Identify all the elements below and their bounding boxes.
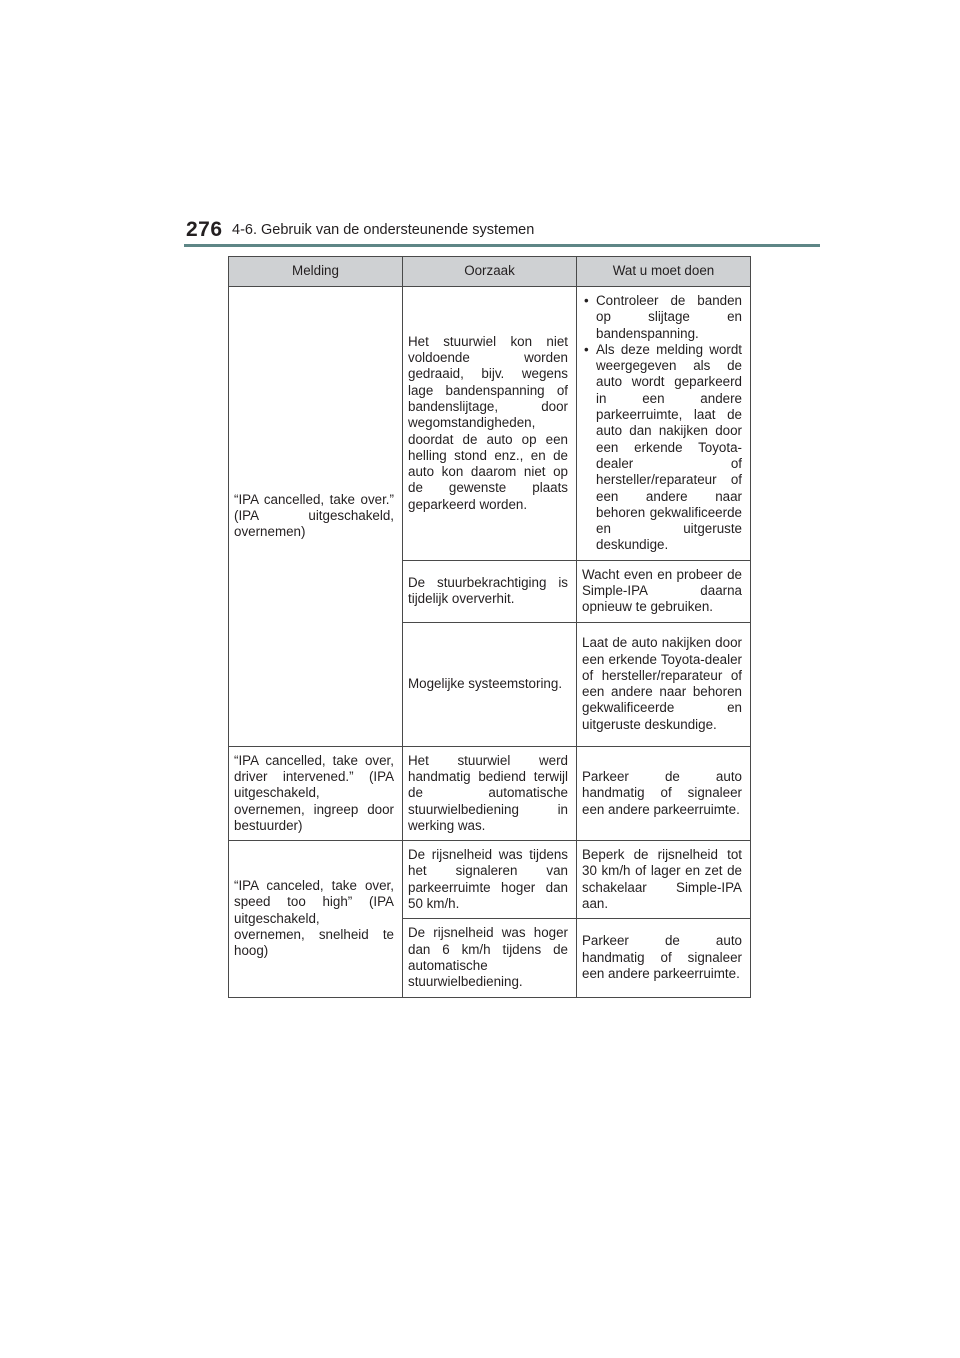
action-cell: Wacht even en probeer de Simple-IPA daarna opnieuw te gebruiken. <box>577 560 751 622</box>
action-cell <box>577 287 751 561</box>
column-header-wat-u-moet-doen: Wat u moet doen <box>577 257 751 287</box>
message-table <box>228 256 751 998</box>
cause-cell: Mogelijke systeemstoring. <box>403 622 577 746</box>
section-title: 4-6. Gebruik van de ondersteunende systemen <box>232 222 535 238</box>
header-rule <box>184 244 820 247</box>
cause-cell: Het stuurwiel werd handmatig bediend terwijl de automatische stuurwielbediening in werking was. <box>403 746 577 840</box>
action-cell: Laat de auto nakijken door een erkende Toyota-dealer of hersteller/reparateur of een andere naar behoren gekwalificeerde en uitgeruste deskundige. <box>577 622 751 746</box>
action-cell: Beperk de rijsnelheid tot 30 km/h of lager en zet de schakelaar Simple-IPA aan. <box>577 841 751 919</box>
table-header-row <box>229 257 751 287</box>
action-cell: Parkeer de auto handmatig of signaleer een andere parkeerruimte. <box>577 746 751 840</box>
cause-cell: Het stuurwiel kon niet voldoende worden gedraaid, bijv. wegens lage bandenspanning of bandenslijtage, door wegomstandigheden, doordat de auto op een helling stond enz., en de auto kon daarom niet op de gewenste plaats geparkeerd worden. <box>403 287 577 561</box>
cause-cell: De rijsnelheid was hoger dan 6 km/h tijdens de automatische stuurwielbediening. <box>403 919 577 997</box>
table-row <box>229 746 751 840</box>
message-cell: “IPA cancelled, take over, driver intervened.” (IPA uitgeschakeld, overnemen, ingreep door bestuurder) <box>229 746 403 840</box>
cause-cell: De stuurbekrachtiging is tijdelijk oververhit. <box>403 560 577 622</box>
column-header-melding: Melding <box>229 257 403 287</box>
table-row <box>229 287 751 561</box>
action-cell: Parkeer de auto handmatig of signaleer een andere parkeerruimte. <box>577 919 751 997</box>
page-number: 276 <box>186 218 223 241</box>
page-header <box>184 214 820 246</box>
list-item: • Controleer de banden op slijtage en bandenspanning. <box>582 293 742 342</box>
column-header-oorzaak: Oorzaak <box>403 257 577 287</box>
cause-cell: De rijsnelheid was tijdens het signaleren van parkeerruimte hoger dan 50 km/h. <box>403 841 577 919</box>
message-cell: “IPA cancelled, take over.” (IPA uitgeschakeld, overnemen) <box>229 287 403 747</box>
list-item: • Als deze melding wordt weergegeven als de auto wordt geparkeerd in een andere parkeerruimte, laat de auto dan nakijken door een erkende Toyota-dealer of hersteller/reparateur of een andere naar behoren gekwalificeerde en uitgeruste deskundige. <box>582 342 742 554</box>
table-row <box>229 841 751 919</box>
message-cell: “IPA canceled, take over, speed too high” (IPA uitgeschakeld, overnemen, snelheid te hoog) <box>229 841 403 997</box>
action-list <box>582 293 742 554</box>
